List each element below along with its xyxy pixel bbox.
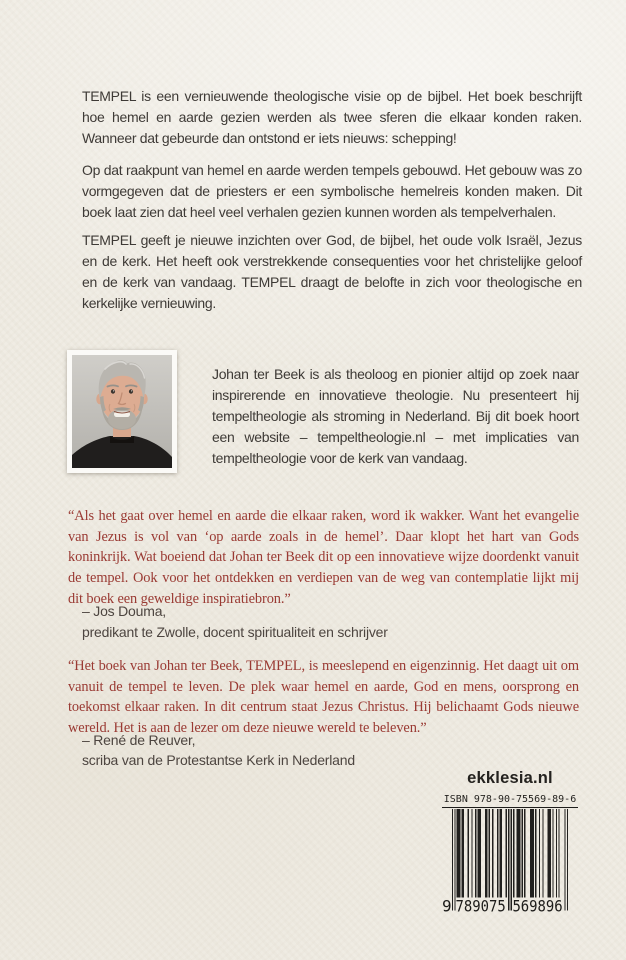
endorsement-quote-1: “Als het gaat over hemel en aarde die elkaar raken, word ik wakker. Want het evangelie van Jezus is vol van ‘op aarde zoals in de hemel’. Daar klopt het hart van Gods koninkrijk. Wat boeiend dat Johan ter Beek dit op een innovatieve wijze doordenkt vanuit de tempel. Ook voor het ontdekken en verdiepen van de weg van contemplatie lijkt mij dit boek een geweldige inspiratiebron.” (68, 508, 579, 607)
publisher-isbn-block (442, 769, 578, 917)
endorsement-1-role: predikant te Zwolle, docent spiritualiteit en schrijver (82, 624, 388, 640)
author-section (67, 350, 582, 473)
endorsement-2-role: scriba van de Protestantse Kerk in Nederland (82, 752, 355, 768)
blurb-paragraph-3: TEMPEL geeft je nieuwe inzichten over God, de bijbel, het oude volk Israël, Jezus en de kerk. Het heeft ook verstrekkende consequenties voor het christelijke geloof en de kerk van vandaag. TEMPEL draagt de belofte in zich voor theologische en kerkelijke vernieuwing. (82, 232, 582, 311)
endorsement-1-author: – Jos Douma, (82, 603, 166, 619)
barcode-digits-group-3: 569896 (512, 896, 563, 912)
barcode-digits-group-1: 9 (442, 896, 452, 912)
author-bio-text: Johan ter Beek is als theoloog en pionier altijd op zoek naar inspirerende en innovatieve theologie. Nu presenteert hij tempeltheologie als stroming in Nederland. Bij dit boek hoort een website – tempeltheologie.nl – met implicaties van tempeltheologie voor de kerk van vandaag. (212, 366, 579, 466)
blurb-paragraph-2: Op dat raakpunt van hemel en aarde werden tempels gebouwd. Het gebouw was zo vormgegeven dat de priesters er een symbolische hemelreis konden maken. Dit boek laat zien dat heel veel verhalen gezien kunnen worden als tempelverhalen. (82, 162, 582, 220)
publisher-logo: ekklesia.nl (467, 769, 553, 787)
ean-barcode (442, 809, 578, 912)
author-photo (67, 350, 177, 473)
endorsement-quote-2: “Het boek van Johan ter Beek, TEMPEL, is meeslepend en eigenzinnig. Het daagt uit om vanuit de tempel te leven. De plek waar hemel en aarde, God en mens, oorsprong en toekomst elkaar raken. In dit centrum staat Jezus Christus. Hij belichaamt Gods nieuwe wereld. Het is aan de lezer om deze nieuwe wereld te beleven.” (68, 658, 579, 737)
isbn-label: ISBN 978-90-75569-89-6 (442, 794, 578, 808)
author-portrait-illustration (72, 355, 172, 468)
endorsement-2-author: – René de Reuver, (82, 732, 196, 748)
blurb-paragraph-1: TEMPEL is een vernieuwende theologische visie op de bijbel. Het boek beschrijft hoe hemel en aarde gezien werden als twee sferen die elkaar konden raken. Wanneer dat gebeurde dan ontstond er iets nieuws: schepping! (82, 88, 582, 146)
barcode-digits-group-2: 789075 (455, 896, 506, 912)
